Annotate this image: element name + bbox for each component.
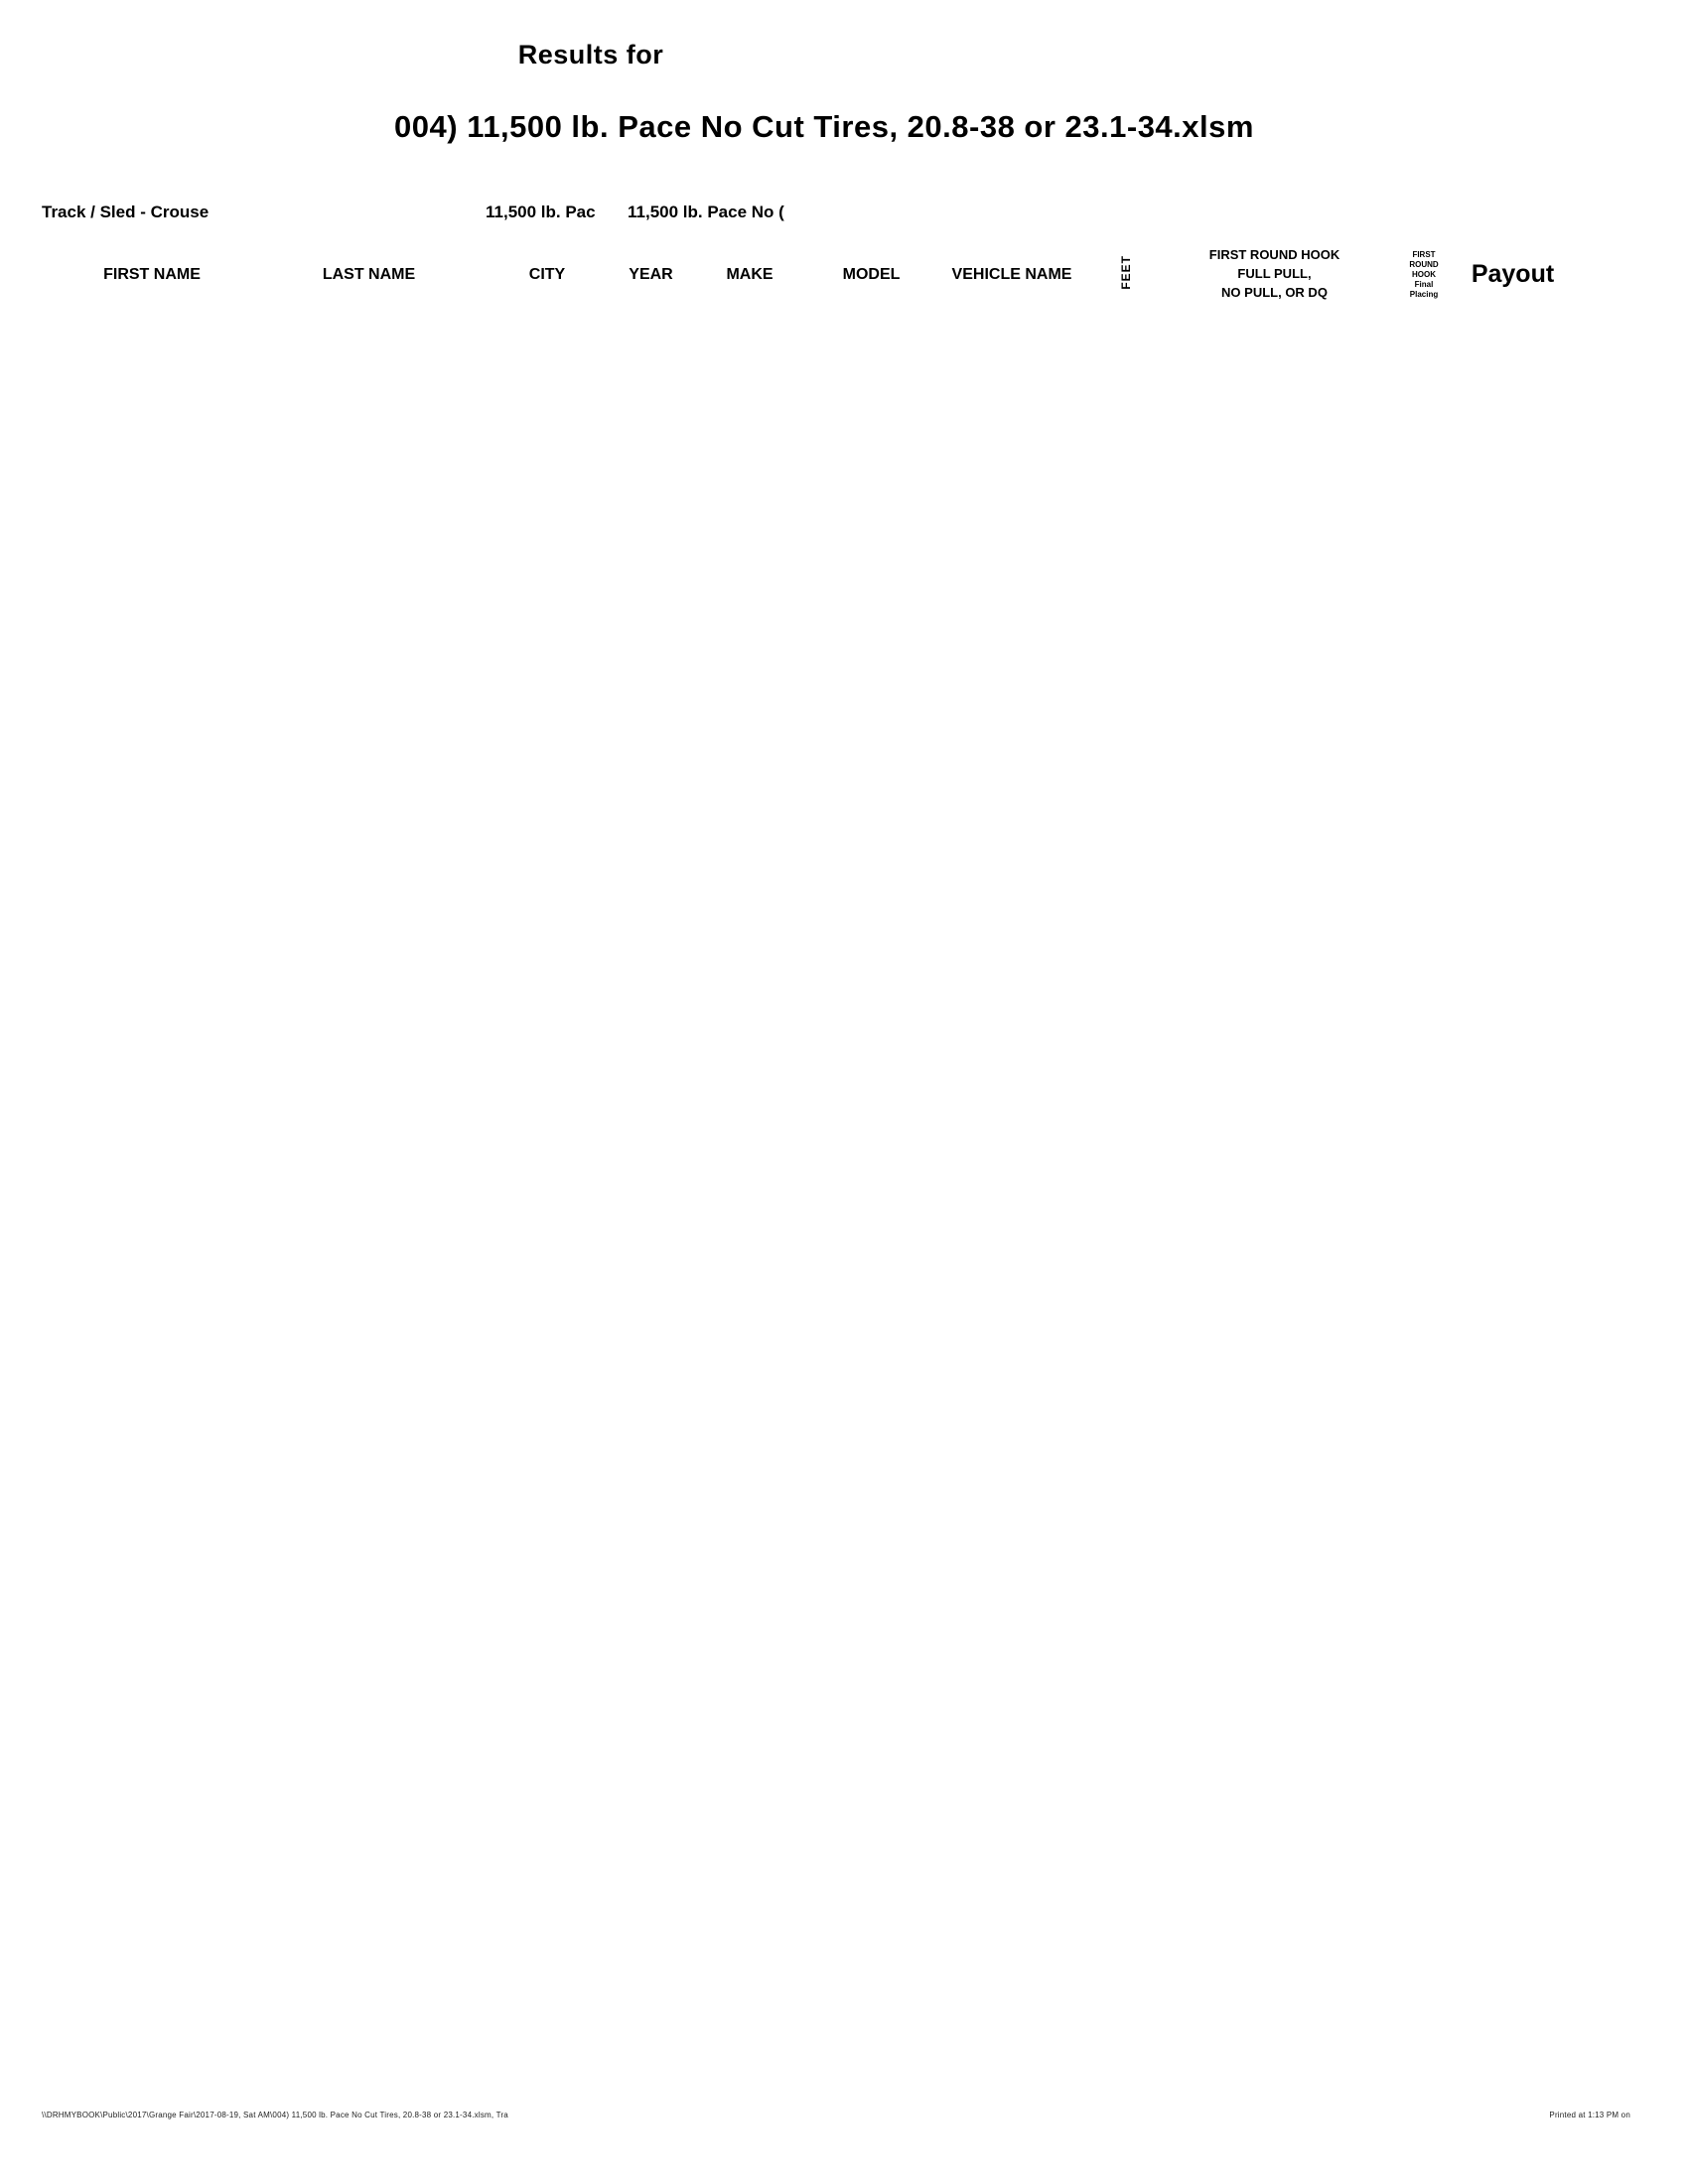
footer-file-path: \\DRHMYBOOK\Public\2017\Grange Fair\2017-08-19, Sat AM\004) 11,500 lb. Pace No Cut Tires, 20.8-38 or 23.1-34.xlsm, Tra: [42, 2111, 508, 2119]
column-header-first-name: FIRST NAME: [103, 265, 201, 283]
results-table: [42, 238, 1572, 311]
column-header-first-round-hook: [1155, 238, 1394, 311]
page-title: Results for: [517, 40, 664, 69]
footer-printed-at: Printed at 1:13 PM on: [1549, 2111, 1630, 2119]
page-subtitle: 004) 11,500 lb. Pace No Cut Tires, 20.8-38 or 23.1-34.xlsm: [394, 109, 1254, 144]
results-table-header: [42, 238, 1572, 311]
class-name-cell-truncated: 11,500 lb. Pac: [486, 203, 596, 221]
class-name-cell-truncated-2: 11,500 lb. Pace No (: [628, 203, 784, 221]
column-header-model: MODEL: [842, 265, 901, 283]
placing-header-line: Final: [1414, 279, 1434, 289]
column-header-feet: [1097, 238, 1155, 311]
placing-header-line: FIRST: [1412, 249, 1436, 259]
column-header-last-name: LAST NAME: [322, 265, 416, 283]
hook-header-line: NO PULL, OR DQ: [1221, 284, 1328, 300]
feet-rotated-label: FEET: [1119, 254, 1133, 290]
placing-header-line: ROUND: [1409, 259, 1439, 269]
hook-header-line: FULL PULL,: [1237, 266, 1312, 282]
placing-header-line: HOOK: [1412, 269, 1436, 279]
column-header-year: YEAR: [629, 265, 673, 283]
placing-header-line: Placing: [1409, 289, 1439, 299]
header-row: [42, 238, 1572, 311]
payout-header-label: Payout: [1471, 260, 1555, 288]
column-header-final-placing: [1394, 238, 1454, 311]
hook-header-line: FIRST ROUND HOOK: [1208, 247, 1340, 263]
column-header-city: CITY: [528, 265, 566, 283]
column-header-payout: [1454, 238, 1572, 311]
track-sled-label: Track / Sled - Crouse: [42, 203, 210, 221]
column-header-vehicle-name: VEHICLE NAME: [951, 265, 1072, 283]
column-header-make: MAKE: [726, 265, 774, 283]
